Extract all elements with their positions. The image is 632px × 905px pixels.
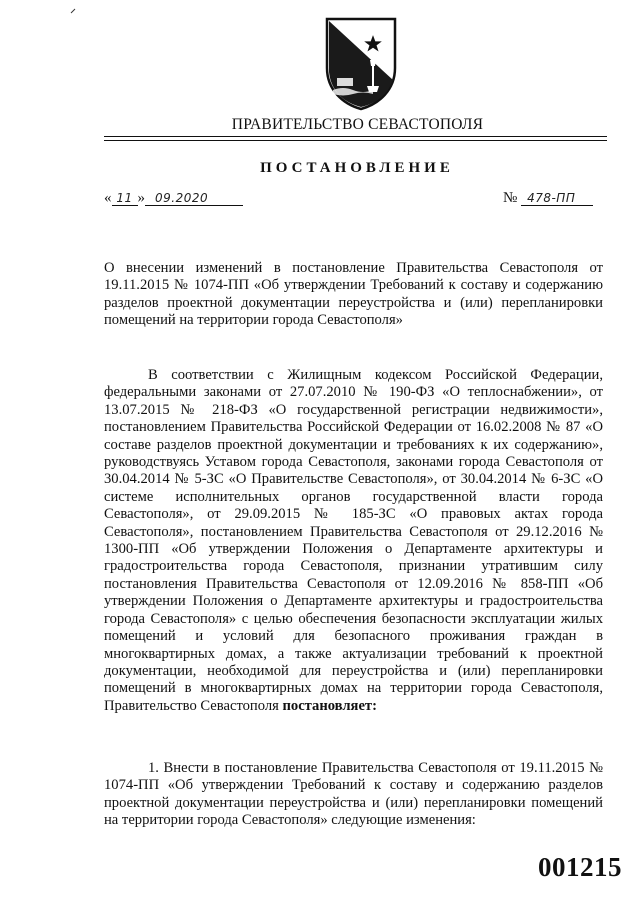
document-date xyxy=(104,190,243,212)
document-title: О внесении изменений в постановление Правительства Севастополя от 19.11.2015 № 1074-ПП «Об утверждении Требований к составу и содержанию разделов проектной документации переустройства и (или) перепланировки помещений на территории города Севастополя» xyxy=(104,260,603,329)
date-month-year: 09.2020 xyxy=(145,191,243,206)
document-number xyxy=(503,190,593,212)
date-open-quote: « xyxy=(104,190,112,206)
document-type: ПОСТАНОВЛЕНИЕ xyxy=(260,160,454,176)
resolves-word: постановляет: xyxy=(282,697,377,714)
header-rule-thin xyxy=(104,140,607,141)
date-close-quote: » xyxy=(137,190,145,206)
preamble-paragraph xyxy=(104,367,603,715)
serial-number: 001215 xyxy=(538,852,622,882)
preamble-text: В соответствии с Жилищным кодексом Российской Федерации, федеральными законами от 27.07.2010 № 190-ФЗ «О теплоснабжении», от 13.07.2015 № 218-ФЗ «О государственной регистрации недвижимости», постановлением Правительства Российской Федерации от 16.02.2008 № 87 «О составе разделов проектной документации и требованиях к их содержанию», руководствуясь Уставом города Севастополя, законами города Севастополя от 30.04.2014 № 5-ЗС «О Правительстве Севастополя», от 30.04.2014 № 6-ЗС «О системе исполнительных органов государственной власти города Севастополя», от 29.09.2015 № 185-ЗС «О правовых актах города Севастополя», постановлением Правительства Севастополя от 29.12.2016 № 1300-ПП «Об утверждении Положения о Департаменте архитектуры и градостроительства города Севастополя, признании утратившим силу постановления Правительства Севастополя от 12.09.2016 № 858-ПП «Об утверждении Положения о Департаменте архитектуры и градостроительства города Севастополя» с целью обеспечения безопасности эксплуатации жилых помещений и условий для безопасного проживания граждан в многоквартирных домах, а также актуализации требований к проектной документации, необходимой для переустройства и (или) перепланировки помещений в многоквартирных домах на территории города Севастополя, Правительство Севастополя xyxy=(104,367,603,714)
date-day: 11 xyxy=(112,191,138,206)
organization-name: ПРАВИТЕЛЬСТВО СЕВАСТОПОЛЯ xyxy=(231,116,484,133)
header-rule-thick xyxy=(104,136,607,137)
scan-artifact xyxy=(70,8,76,14)
number-sign: № xyxy=(503,190,518,206)
number-value: 478-ПП xyxy=(521,191,593,206)
point-1-paragraph: 1. Внести в постановление Правительства Севастополя от 19.11.2015 № 1074-ПП «Об утверждении Требований к составу и содержанию разделов проектной документации переустройства и (или) перепланировки помещений на территории города Севастополя» следующие изменения: xyxy=(104,760,603,829)
sevastopol-coat-of-arms-icon xyxy=(323,16,399,112)
